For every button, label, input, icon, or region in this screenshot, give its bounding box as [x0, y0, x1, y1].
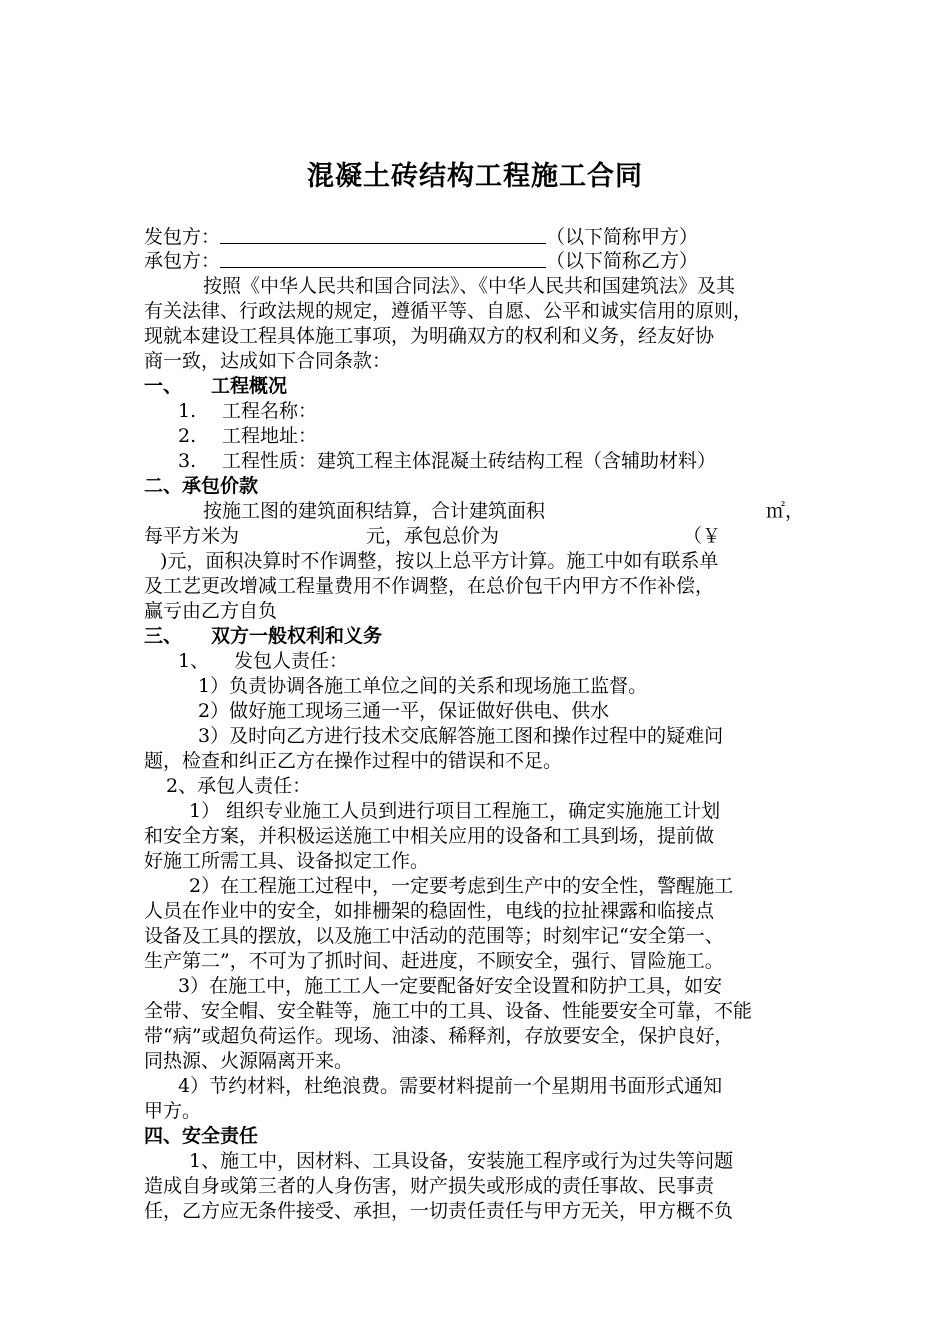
body-line: 2）做好施工现场三通一平，保证做好供电、供水 — [198, 700, 610, 722]
item-text: 工程地址： — [222, 425, 318, 447]
body-line: 人员在作业中的安全，如排栅架的稳固性，电线的拉扯裸露和临接点 — [144, 900, 715, 922]
body-line: 好施工所需工具、设备拟定工作。 — [144, 850, 430, 872]
item-text: 工程名称： — [222, 400, 318, 422]
body-line: 1） 组织专业施工人员到进行项目工程施工，确定实施施工计划 — [189, 800, 721, 822]
yuan-symbol: （￥ — [683, 525, 722, 547]
subheading: 发包人责任： — [234, 650, 349, 672]
body-line: 和安全方案，并积极运送施工中相关应用的设备和工具到场，提前做 — [144, 825, 715, 847]
body-line: 1、施工中，因材料、工具设备，安装施工程序或行为过失等问题 — [189, 1150, 734, 1172]
party-a-blank — [220, 224, 546, 244]
intro-line: 现就本建设工程具体施工事项，为明确双方的权利和义务，经友好协 — [144, 325, 715, 347]
section-4-heading: 四、安全责任 — [144, 1125, 259, 1147]
body-line: 设备及工具的摆放，以及施工中活动的范围等；时刻牢记“安全第一、 — [144, 925, 724, 947]
body-line: )元，面积决算时不作调整，按以上总平方计算。施工中如有联系单 — [160, 550, 719, 572]
party-a-label: 发包方： — [144, 226, 221, 248]
body-line: 带“病”或超负荷运作。现场、油漆、稀释剂，存放要安全，保护良好， — [144, 1025, 734, 1047]
intro-line: 商一致，达成如下合同条款： — [144, 350, 392, 372]
item-text: 工程性质：建筑工程主体混凝土砖结构工程（含辅助材料） — [222, 450, 717, 472]
body-line: 3）及时向乙方进行技术交底解答施工图和操作过程中的疑难问 — [198, 725, 724, 747]
body-line: 赢亏由乙方自负 — [144, 600, 278, 622]
body-line: 题，检查和纠正乙方在操作过程中的错误和不足。 — [144, 750, 563, 772]
body-line: 同热源、火源隔离开来。 — [144, 1050, 354, 1072]
intro-line: 有关法律、行政法规的规定，遵循平等、自愿、公平和诚实信用的原则， — [144, 300, 753, 322]
document-title: 混凝土砖结构工程施工合同 — [307, 161, 643, 192]
body-line: 2）在工程施工过程中，一定要考虑到生产中的安全性，警醒施工 — [189, 875, 734, 897]
item-number: 2. — [178, 425, 197, 447]
party-a-suffix: （以下简称甲方） — [546, 226, 699, 248]
body-line: 1）负责协调各施工单位之间的关系和现场施工监督。 — [198, 675, 648, 697]
party-b-suffix: （以下简称乙方） — [546, 250, 699, 272]
unit-price-label: 每平方米为 — [144, 525, 240, 547]
body-line: 及工艺更改增减工程量费用不作调整，在总价包干内甲方不作补偿， — [144, 575, 715, 597]
body-line: 3）在施工中，施工工人一定要配备好安全设置和防护工具，如安 — [178, 975, 723, 997]
body-line: 生产第二”，不可为了抓时间、赶进度，不顾安全，强行、冒险施工。 — [144, 950, 724, 972]
price-line-1: 按施工图的建筑面积结算，合计建筑面积 — [203, 500, 546, 522]
intro-line: 按照《中华人民共和国合同法》、《中华人民共和国建筑法》及其 — [203, 275, 736, 297]
party-b-label: 承包方： — [144, 250, 221, 272]
section-3-number: 三、 — [144, 625, 183, 647]
body-line: 全带、安全帽、安全鞋等，施工中的工具、设备、性能要安全可靠，不能 — [144, 1000, 753, 1022]
body-line: 任，乙方应无条件接受、承担，一切责任责任与甲方无关，甲方概不负 — [144, 1200, 734, 1222]
body-line: 造成自身或第三者的人身伤害，财产损失或形成的责任事故、民事责 — [144, 1175, 715, 1197]
body-line: 甲方。 — [144, 1100, 202, 1122]
section-1-number: 一、 — [144, 375, 183, 397]
section-2-heading: 二、承包价款 — [144, 475, 259, 497]
item-number: 3. — [178, 450, 197, 472]
subheading: 2、承包人责任： — [166, 775, 312, 797]
body-line: 4）节约材料，杜绝浪费。需要材料提前一个星期用书面形式通知 — [178, 1075, 723, 1097]
section-3-heading: 双方一般权利和义务 — [211, 625, 383, 647]
area-unit: ㎡， — [766, 500, 805, 522]
sub-number: 1、 — [178, 650, 210, 672]
party-b-line — [144, 248, 698, 274]
total-price-label: 元，承包总价为 — [366, 525, 500, 547]
section-1-heading: 工程概况 — [211, 375, 288, 397]
item-number: 1. — [178, 400, 197, 422]
party-a-line — [144, 224, 698, 250]
party-b-blank — [220, 248, 546, 268]
